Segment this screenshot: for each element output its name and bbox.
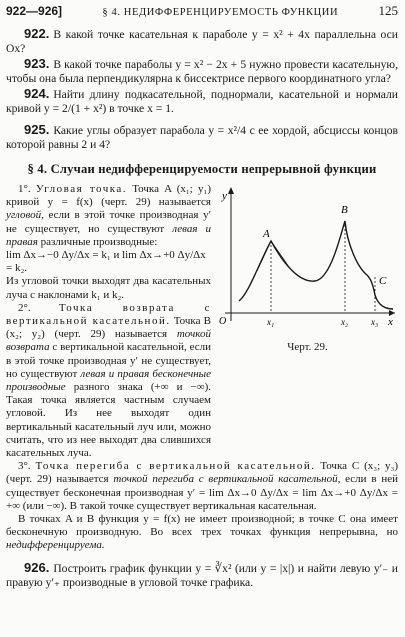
book-page: [6, 4, 398, 591]
para-text: Точка C (x₃; y₃) (черт. 29) называется: [6, 460, 398, 486]
para-text: различные производные:: [37, 235, 158, 248]
problem-text: Построить график функции y = ∛x² (или y = |x|) и найти левую y′₋ и правую y′₊ производные в угловой точке графика.: [6, 561, 398, 590]
problem-range: 922—926]: [6, 4, 63, 18]
problem-number: 922.: [24, 25, 50, 41]
running-header: [6, 4, 398, 21]
point-b-label: B: [341, 204, 348, 216]
para-text: с вертикальной касательной, если в этой точке производная y′ не существует, но существуют: [6, 341, 211, 380]
y-axis-label: y: [222, 190, 227, 202]
spaced-heading: Угловая точка.: [35, 183, 128, 195]
term: недифференцируема.: [6, 539, 105, 552]
tangent-ray-right-a: [271, 241, 289, 267]
problem-number: 923.: [24, 55, 50, 71]
paragraph-cusp: [6, 302, 211, 460]
y-axis-arrow: [228, 187, 234, 194]
point-c-label: C: [379, 275, 387, 287]
para-lead: 3°.: [18, 460, 36, 473]
paragraph-summary: [6, 513, 398, 553]
figure-caption: Черт. 29.: [287, 340, 328, 353]
spaced-heading: Точка возврата с вертикальной касательной.: [6, 301, 211, 328]
problem-number: 925.: [24, 121, 50, 137]
spaced-heading: Точка перегиба с вертикальной касательной.: [35, 460, 316, 473]
para-lead: 1°.: [18, 183, 36, 195]
x3-label: x₃: [371, 317, 379, 327]
problem-number: 926.: [24, 559, 50, 575]
tangent-ray-left-a: [257, 241, 271, 271]
problem-923: [6, 57, 398, 87]
problem-text: В какой точке параболы y = x² − 2x + 5 нужно провести касательную, чтобы она была перпендикулярна к биссектрисе первого координатного угла?: [6, 57, 398, 85]
term: левая и правая: [6, 222, 211, 248]
origin-label: O: [219, 316, 227, 327]
paragraph-tail: Из угловой точки выходят два касательных луча с наклонами k₁ и k₂.: [6, 275, 211, 301]
x-axis-label: x: [388, 316, 393, 328]
para-lead: 2°.: [18, 301, 59, 314]
page-number: 125: [378, 3, 398, 18]
point-a-label: A: [263, 228, 270, 240]
problem-924: [6, 87, 398, 117]
section-title: § 4. Случаи недифференцируемости непрерывной функции: [27, 161, 377, 176]
term: левая и правая бесконечные производные: [6, 367, 211, 394]
x2-label: x₂: [341, 317, 349, 327]
para-text: В точках A и B функция y = f(x) не имеет производной; в точке C она имеет бесконечную производную. Во всех трех точках функция непрерывна, но: [6, 513, 398, 539]
x1-label: x₁: [267, 317, 275, 327]
term: точкой перегиба с вертикальной касательной,: [113, 473, 341, 486]
problem-text: Какие углы образует парабола y = x²/4 с ее хордой, абсциссы концов которой равны 2 и 4?: [6, 123, 398, 151]
chapter-heading: § 4. НЕДИФФЕРЕНЦИРУЕМОСТЬ ФУНКЦИИ: [102, 7, 339, 18]
left-column: [6, 183, 211, 460]
para-text: если в этой точке производная y′ не существует, но существуют: [6, 209, 211, 235]
para-text: если в ней существует бесконечная производная y′ = lim Δx→0 Δy/Δx = lim Δx→+0 Δy/Δx = +∞ (или −∞). В такой точке существует вертикальная касательная.: [6, 473, 398, 512]
para-text: разного знака (+∞ и −∞). Такая точка является частным случаем угловой. Из нее выходят один вертикальный касательный луч или, можно считать, что из нее выходят два слившихся касательных луча.: [6, 381, 211, 460]
limit-formula: lim Δx→−0 Δy/Δx = k₁ и lim Δx→+0 Δy/Δx = k₂.: [6, 249, 206, 275]
para-text: Точка B (x₂; y₂) (черт. 29) называется: [6, 315, 211, 341]
problem-925: [6, 123, 398, 153]
problem-922: [6, 27, 398, 57]
paragraph-angular-point: [6, 183, 211, 249]
function-graph: [217, 183, 398, 333]
paragraph-inflection: [6, 460, 398, 513]
problem-text: Найти длину подкасательной, поднормали, касательной и нормали кривой y = 2/(1 + x²) в точке x = 1.: [6, 87, 398, 115]
problem-number: 924.: [24, 85, 50, 101]
figure-29: [217, 183, 398, 460]
problem-926: [6, 561, 398, 591]
term: угловой,: [6, 209, 44, 222]
problem-text: В какой точке касательная к параболе y = x² + 4x параллельна оси Ox?: [6, 27, 398, 55]
para-text: Точка A (x₁; y₁) кривой y = f(x) (черт. 29) называется: [6, 183, 211, 209]
text-with-figure: [6, 183, 398, 460]
term: точкой возврата: [6, 328, 211, 354]
